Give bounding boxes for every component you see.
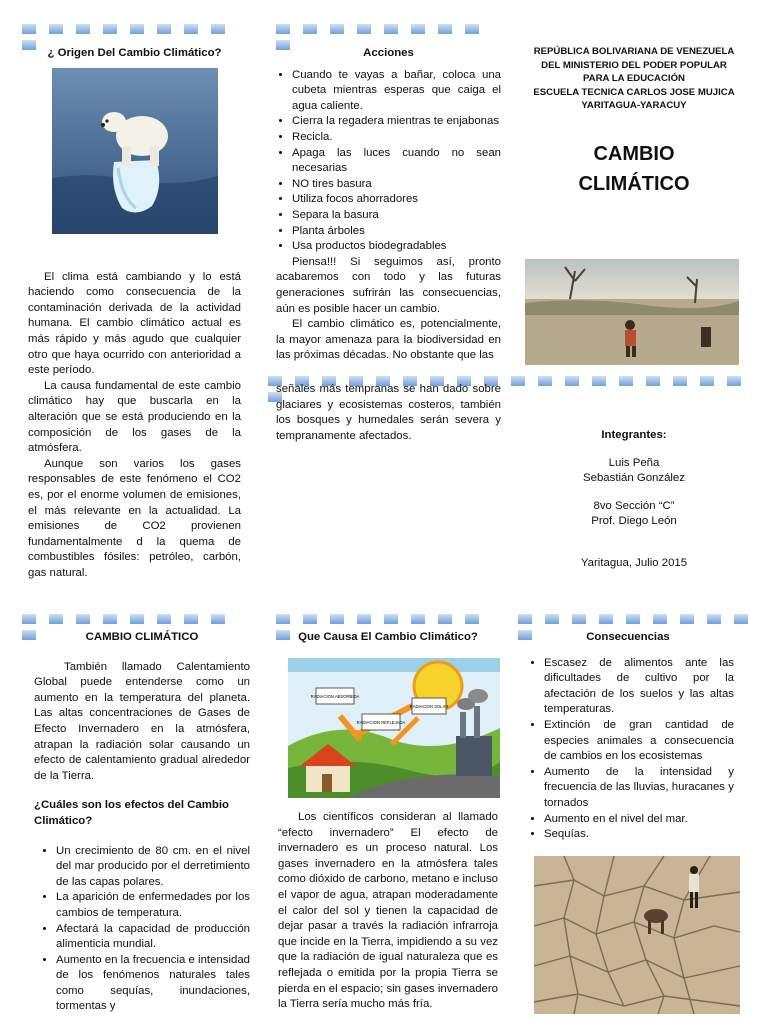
consequences-list (522, 656, 734, 843)
actions-list-item: • Utiliza focos ahorradores (292, 192, 501, 208)
consequences-list-item: • Extinción de gran cantidad de especies animales a consecuencia de cambios en los ecosistemas (544, 718, 734, 765)
bottom-dash-rule-right (518, 614, 768, 626)
actions-paragraph-biodiversity-top: El cambio climático es, potencialmente, la mayor amenaza para la biodiversidad en las próximas décadas. No obstante que las (276, 318, 501, 362)
greenhouse-diagram (288, 658, 500, 798)
effects-list (34, 844, 250, 1030)
actions-list-item: • NO tires basura (292, 177, 501, 193)
effects-list-item: • Aumento en la frecuencia e intensidad de los fenómenos naturales tales como sequías, inundaciones, tormentas y (56, 953, 250, 1015)
members-label: Integrantes: (601, 429, 667, 441)
cover-title (520, 139, 748, 199)
actions-list-item: • Planta árboles (292, 224, 501, 240)
origin-paragraph-3: Aunque son varios los gases responsables de este fenómeno el CO2 es, por el enorme volumen de emisiones, el más relevante en la actualidad. La emisiones de CO2 provienen fundamentalmente d la quema de combustibles fósiles: petróleo, carbón, gas natural. (28, 457, 241, 579)
cover-header-line: DEL MINISTERIO DEL PODER POPULAR (541, 59, 727, 71)
cover-header (520, 45, 748, 113)
member-2: Sebastián González (583, 472, 685, 485)
cover-title-line-1: CAMBIO (593, 142, 675, 165)
consequences-list-item: • Aumento de la intensidad y frecuencia de las lluvias, huracanes y tornados (544, 765, 734, 812)
panel-actions-title: Acciones (363, 47, 414, 59)
cover-header-line: REPÚBLICA BOLIVARIANA DE VENEZUELA (533, 46, 735, 57)
origin-paragraph-2: La causa fundamental de este cambio climático hay que buscarla en la alteración que se está produciendo en la composición de los gases de la atmósfera. (28, 379, 241, 455)
teacher-label: Prof. Diego León (591, 515, 677, 528)
actions-list-item: • Usa productos biodegradables (292, 239, 501, 255)
top-dash-rule-middle (276, 24, 504, 36)
actions-paragraph-think: Piensa!!! Si seguimos así, pronto acabaremos con todo y las futuras generaciones sufrirán las consecuencias, aún es posible hacer un cambio. (276, 255, 501, 315)
actions-list-item: • Recicla. (292, 130, 501, 146)
top-dash-rule-left (22, 24, 252, 36)
panel-causes-title: Que Causa El Cambio Climático? (298, 631, 478, 643)
actions-paragraph-biodiversity-bottom: señales más tempranas se han dado sobre glaciares y ecosistemas costeros, también los bosques y humedales serán severa y tempranamente afectados. (276, 383, 501, 442)
cover-header-line: YARITAGUA-YARACUY (581, 100, 687, 112)
panel-causes (278, 630, 498, 658)
bottom-dash-rule-left (22, 614, 252, 626)
diagram-label-absorbed: RADIACION ABSORBIDA (310, 694, 360, 699)
panel-origin (28, 46, 241, 581)
place-date: Yaritagua, Julio 2015 (580, 556, 688, 569)
consequences-list-item: • Sequías. (544, 827, 734, 843)
panel-definition (34, 630, 250, 1030)
panel-consequences (522, 630, 734, 843)
drought-child-image (525, 259, 739, 365)
consequences-list-item: • Aumento en el nivel del mar. (544, 812, 734, 828)
section-label: 8vo Sección “C” (593, 499, 675, 512)
origin-paragraph-1: El clima está cambiando y lo está haciendo como consecuencia de la contaminación derivada de la actividad humana. El cambio climático actual es más rápido y más agudo que cualquier otro que haya ocurrido con anterioridad a este período. (28, 270, 241, 377)
cover-header-line: ESCUELA TECNICA CARLOS JOSE MUJICA (533, 86, 735, 98)
cracked-earth-image (534, 856, 740, 1014)
actions-list (276, 68, 501, 255)
cover-title-line-2: CLIMÁTICO (578, 172, 690, 195)
polar-bear-image (52, 68, 218, 234)
effects-list-item: • Afectará la capacidad de producción alimenticia mundial. (56, 922, 250, 953)
cover-credits (520, 428, 748, 572)
panel-definition-title: CAMBIO CLIMÁTICO (85, 631, 199, 643)
diagram-label-reflected: RADIACION REFLEJADA (356, 720, 406, 725)
actions-list-item: • Cuando te vayas a bañar, coloca una cubeta mientras esperas que caiga el agua caliente. (292, 68, 501, 115)
diagram-label-solar: RADIACION SOLAR (409, 704, 449, 709)
actions-list-item: • Apaga las luces cuando no sean necesarias (292, 146, 501, 177)
definition-intro: También llamado Calentamiento Global puede entenderse como un aumento en la temperatura del planeta. Las altas concentraciones de Gases de Efecto Invernadero en la atmósfera, atrapan la radiación solar causando un efecto de calentamiento gradual alrededor de la Tierra. (34, 660, 250, 782)
panel-actions (276, 46, 501, 362)
actions-list-item: • Cierra la regadera mientras te enjabonas (292, 114, 501, 130)
panel-cover (520, 45, 748, 199)
member-1: Luis Peña (608, 456, 660, 469)
panel-origin-title: ¿ Origen Del Cambio Climático? (47, 47, 222, 59)
actions-list-item: • Separa la basura (292, 208, 501, 224)
effects-list-item: • La aparición de enfermedades por los cambios de temperatura. (56, 890, 250, 921)
consequences-list-item: • Escasez de alimentos ante las dificultades de cultivo por la afectación de los suelos y las altas temperaturas. (544, 656, 734, 718)
effects-list-item: • Un crecimiento de 80 cm. en el nivel del mar producido por el derretimiento de las capas polares. (56, 844, 250, 891)
cover-header-line: PARA LA EDUCACIÓN (583, 73, 685, 85)
panel-consequences-title: Consecuencias (586, 631, 670, 643)
effects-title: ¿Cuáles son los efectos del Cambio Climático? (34, 799, 229, 827)
bottom-dash-rule-middle (276, 614, 504, 626)
causes-text: Los científicos consideran al llamado “efecto invernadero” El efecto de invernadero es un proceso natural. Los gases invernadero en la atmósfera tales como dióxido de carbono, metano e incluso el vapor de agua, atrapan moderadamente el calor del sol y tienen la capacidad de dejar pasar a través la radiación infrarroja que incide en la Tierra, impidiendo a su vez que la radiación de igual naturaleza que es reflejada o emitida por la propia Tierra se pierda en el espacio; sin gases invernadero la Tierra sería mucho más fría. (278, 811, 498, 1011)
